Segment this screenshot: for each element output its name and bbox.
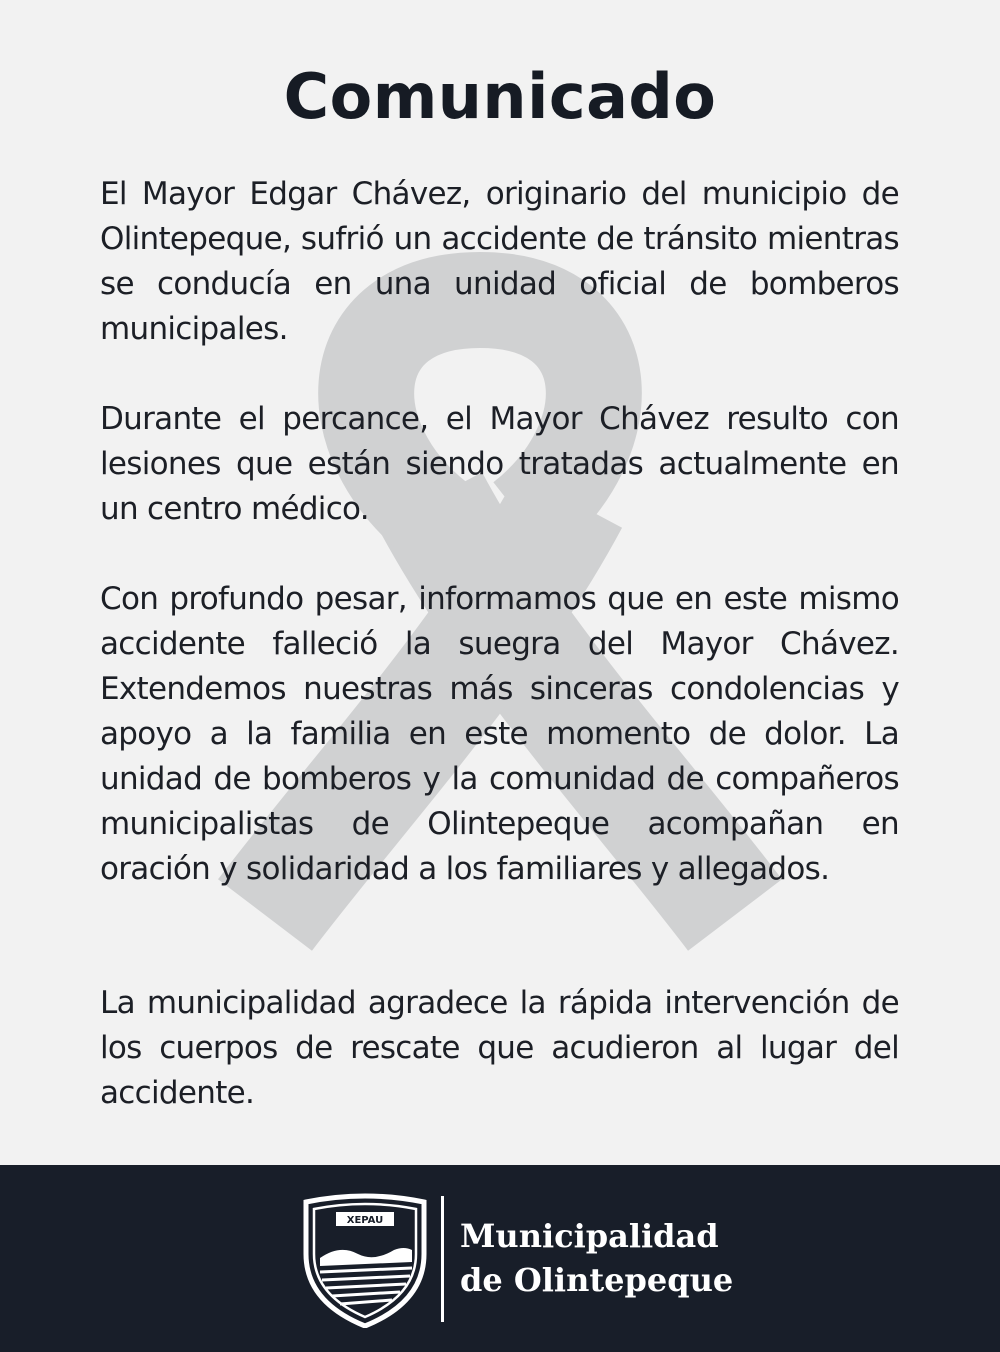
org-name-line1: Municipalidad [460,1217,719,1255]
paragraph-condolences: Con profundo pesar, informamos que en este mismo accidente falleció la suegra del Mayor Chávez. Extendemos nuestras más sinceras condolencias y apoyo a la familia en este momento de dolor. La unidad de bomberos y la comunidad de compañeros municipalistas de Olintepeque acompañan en oración y solidaridad a los familiares y allegados. [100,581,899,887]
crest-label: XEPAU [346,1215,384,1226]
paragraph-injuries: Durante el percance, el Mayor Chávez resulto con lesiones que están siendo tratadas actualmente en un centro médico. [100,401,899,527]
page-title: Comunicado [283,60,717,133]
paragraph-accident: El Mayor Edgar Chávez, originario del municipio de Olintepeque, sufrió un accidente de tránsito mientras se conducía en una unidad oficial de bomberos municipales. [100,176,899,347]
org-name-line2: de Olintepeque [460,1261,734,1299]
footer-divider [441,1196,444,1322]
paragraph-thanks: La municipalidad agradece la rápida intervención de los cuerpos de rescate que acudieron al lugar del accidente. [100,985,899,1111]
municipal-crest-logo [298,1192,432,1328]
